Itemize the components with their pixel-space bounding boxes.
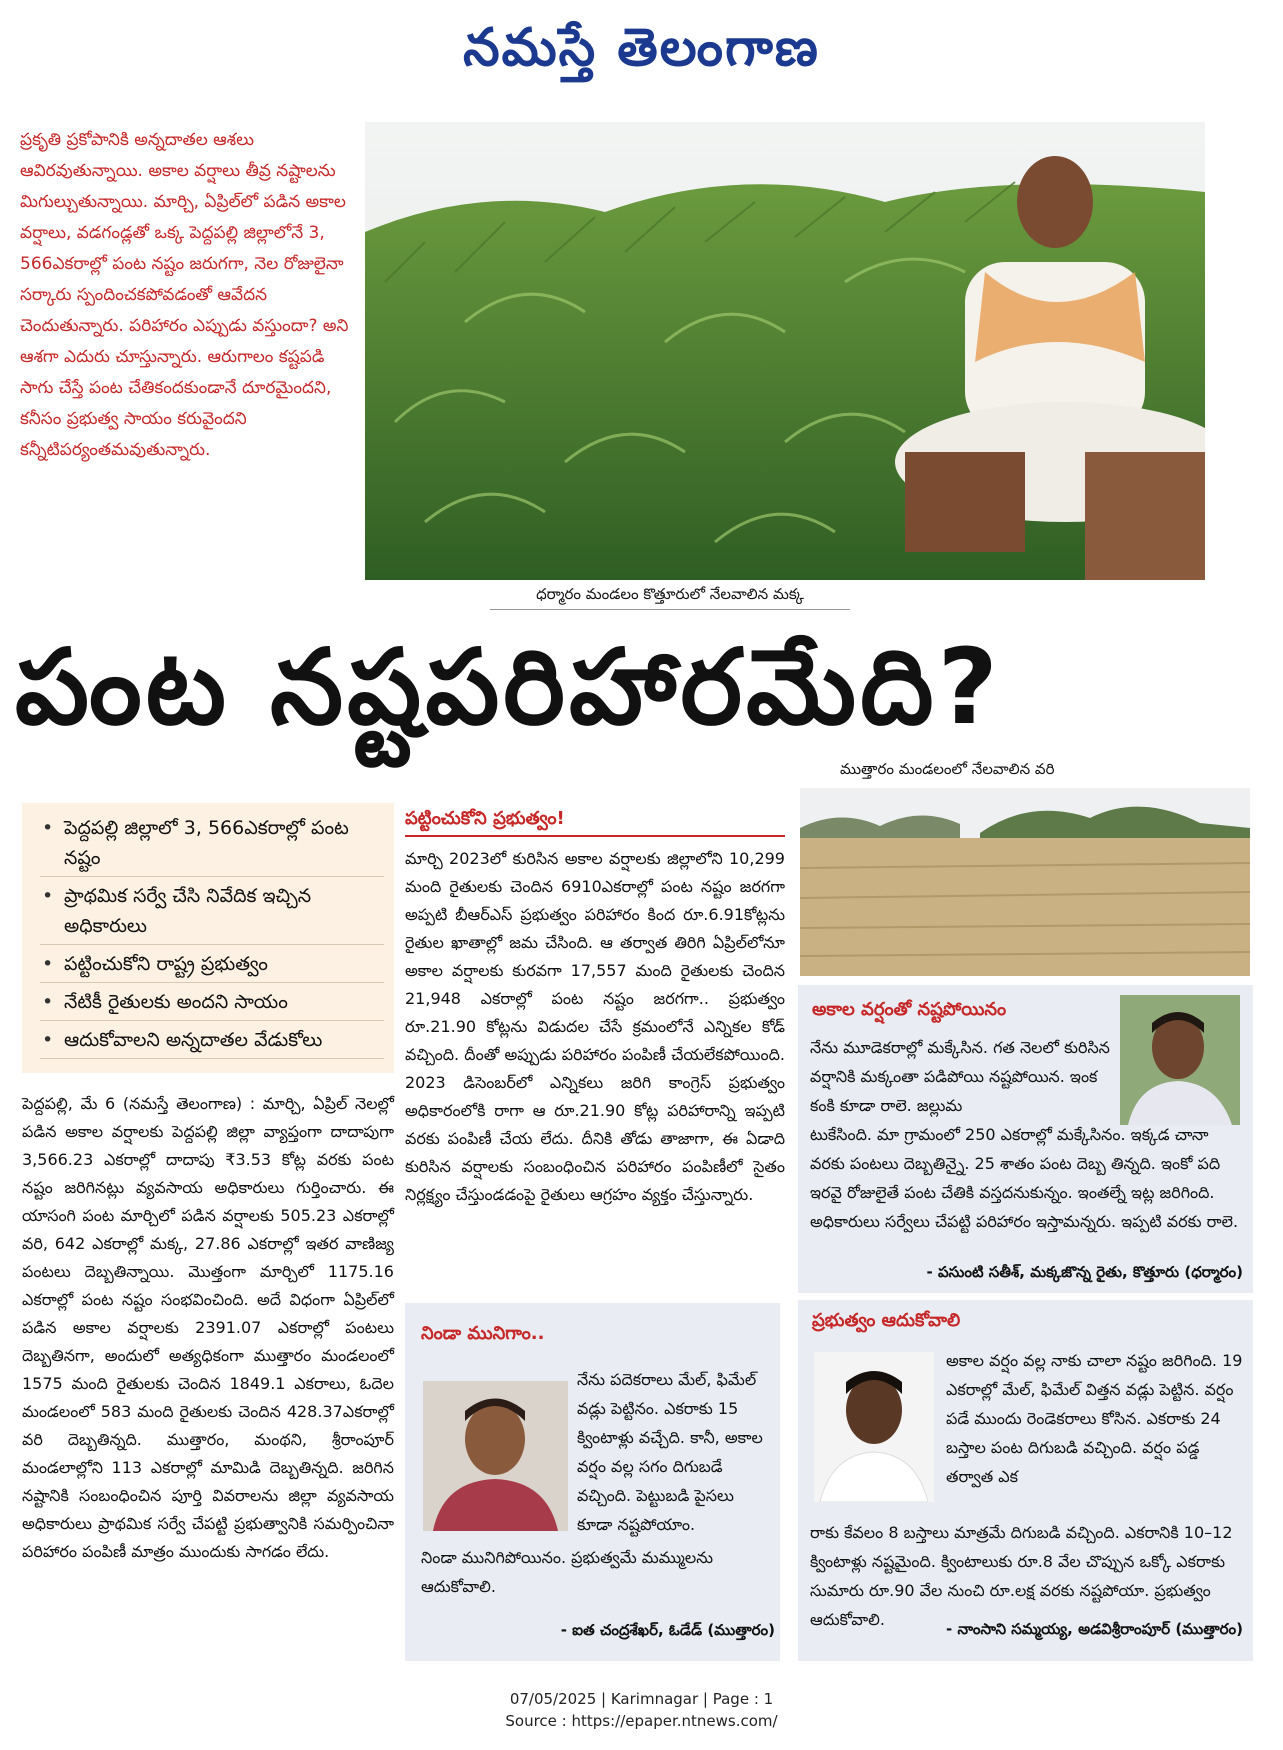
photo-farmer-maize-field	[365, 122, 1205, 580]
key-points-box	[22, 803, 394, 1073]
key-point: • ప్రాథమిక సర్వే చేసి నివేదిక ఇచ్చిన అధికారులు	[40, 881, 384, 945]
intro-paragraph: ప్రకృతి ప్రకోపానికి అన్నదాతల ఆశలు ఆవిరవుతున్నాయి. అకాల వర్షాలు తీవ్ర నష్టాలను మిగుల్చుతున్నాయి. మార్చి, ఏప్రిల్‌లో పడిన అకాల వర్షాలు, వడగండ్లతో ఒక్క పెద్దపల్లి జిల్లాలోనే 3, 566ఎకరాల్లో పంట నష్టం జరుగగా, నెల రోజులైనా సర్కారు స్పందించకపోవడంతో ఆవేదన చెందుతున్నారు. పరిహారం ఎప్పుడు వస్తుందా? అని ఆశగా ఎదురు చూస్తున్నారు. ఆరుగాలం కష్టపడి సాగు చేస్తే పంట చేతికందకుండానే దూరమైందని, కనీసం ప్రభుత్వ సాయం కరువైందని కన్నీటిపర్యంతమవుతున్నారు.	[20, 130, 349, 460]
headline: పంట నష్టపరిహారమేది?	[15, 626, 1002, 748]
key-point: • నేటికీ రైతులకు అందని సాయం	[40, 987, 384, 1021]
farmer-portrait-photo	[423, 1381, 568, 1531]
quote-title: అకాల వర్షంతో నష్టపోయినం	[812, 999, 1007, 1020]
photo-caption-maize: ధర్మారం మండలం కొత్తూరులో నేలవాలిన మక్క	[490, 585, 850, 610]
photo-caption-paddy: ముత్తారం మండలంలో నేలవాలిన వరి	[840, 760, 1055, 778]
page-footer	[0, 1688, 1283, 1732]
key-point: • పట్టించుకోని రాష్ట్ర ప్రభుత్వం	[40, 949, 384, 983]
quote-text-cont: రాకు కేవలం 8 బస్తాలు మాత్రమే దిగుబడి వచ్చింది. ఎకరానికి 10–12 క్వింటాళ్లు నష్టమైంది. క్వింటాలుకు రూ.8 వేల చొప్పున ఒక్కో ఎకరాకు సుమారు రూ.90 వేల నుంచి రూ.లక్ష వరకు నష్టపోయా. ప్రభుత్వం ఆదుకోవాలి.	[810, 1523, 1233, 1629]
quote-attribution: - నాంసాని సమ్మయ్య, అడవిశ్రీరాంపూర్ (ముత్తారం)	[946, 1620, 1243, 1638]
quote-text: నేను పదెకరాలు మేల్, ఫిమేల్ వడ్లు పెట్టినం. ఎకరాకు 15 క్వింటాళ్లు వచ్చేది. కానీ, అకాల వర్షం వల్ల సగం దిగుబడే వచ్చింది. పెట్టుబడి పైసలు కూడా నష్టపోయాం.	[577, 1370, 763, 1534]
quote-title: ప్రభుత్వం ఆదుకోవాలి	[812, 1310, 961, 1331]
masthead-logo: నమస్తే తెలంగాణ	[463, 18, 820, 78]
quote-attribution: - పసుంటి సతీశ్, మక్కజొన్న రైతు, కొత్తూరు (ధర్మారం)	[926, 1263, 1243, 1281]
quote-text: నేను మూడెకరాల్లో మక్కేసిన. గత నెలలో కురిసిన వర్షానికి మక్కంతా పడిపోయి నష్టపోయిన. ఇంక కంకి కూడా రాలె. జల్లుమ	[810, 1038, 1110, 1115]
quote-text-cont: టుకేసింది. మా గ్రామంలో 250 ఎకరాల్లో మక్కేసినం. ఇక్కడ చానా వరకు పంటలు దెబ్బతిన్నై. 25 శాతం పంట దెబ్బ తిన్నది. ఇంకో పది ఇరవై రోజులైతే పంట చేతికి వస్తదనుకున్నం. ఇంతల్నే ఇట్ల జరిగింది. అధికారులు సర్వేలు చేపట్టి పరిహారం ఇస్తామన్నరు. ఇప్పటి వరకు రాలె.	[810, 1125, 1239, 1231]
farmer-portrait-photo	[1120, 995, 1240, 1125]
key-point: • పెద్దపల్లి జిల్లాలో 3, 566ఎకరాల్లో పంట నష్టం	[40, 813, 384, 877]
quote-text-cont: నిండా మునిగిపోయినం. ప్రభుత్వమే మమ్ములను ఆదుకోవాలి.	[421, 1548, 714, 1596]
farmer-quote-box-2	[798, 985, 1253, 1293]
quote-title: నిండా మునిగాం..	[421, 1323, 545, 1344]
photo-paddy-field	[800, 788, 1250, 976]
footer-date-edition: 07/05/2025 | Karimnagar | Page : 1	[509, 1690, 774, 1708]
farmer-portrait-photo	[814, 1352, 934, 1502]
footer-source-link[interactable]: Source : https://epaper.ntnews.com/	[505, 1712, 778, 1730]
article-body-column-1: పెద్దపల్లి, మే 6 (నమస్తే తెలంగాణ) : మార్చి, ఏప్రిల్ నెలల్లో పడిన అకాల వర్షాలకు పెద్దపల్లి జిల్లా వ్యాప్తంగా దాదాపుగా 3,566.23 ఎకరాల్లో దాదాపు ₹3.53 కోట్ల వరకు పంట నష్టం జరిగినట్లు వ్యవసాయ అధికారులు గుర్తించారు. ఈ యాసంగి పంట మార్చిలో పడిన వర్షాలకు 505.23 ఎకరాల్లో వరి, 642 ఎకరాల్లో మక్క, 27.86 ఎకరాల్లో ఇతర వాణిజ్య పంటలు దెబ్బతిన్నాయి. మొత్తంగా మార్చిలో 1175.16 ఎకరాల్లో పంట నష్టం సంభవించింది. అదే విధంగా ఏప్రిల్‌లో పడిన అకాల వర్షాలకు 2391.07 ఎకరాల్లో పంటలు దెబ్బతినగా, అందులో అత్యధికంగా ముత్తారం మండలంలో 1575 మంది రైతులకు చెందిన 1849.1 ఎకరాలు, ఓదెల మండలంలో 583 మంది రైతులకు చెందిన 428.37ఎకరాల్లో వరి దెబ్బతిన్నది. ముత్తారం, మంథని, శ్రీరాంపూర్ మండలాల్లోని 113 ఎకరాల్లో మామిడి దెబ్బతిన్నది. జరిగిన నష్టానికి సంబంధించిన పూర్తి వివరాలను జిల్లా వ్యవసాయ అధికారులు ప్రాథమిక సర్వే చేపట్టి ప్రభుత్వానికి సమర్పించినా పరిహారం పంపిణీ మాత్రం ముందుకు సాగడం లేదు.	[22, 1094, 394, 1561]
quote-text: అకాల వర్షం వల్ల నాకు చాలా నష్టం జరిగింది. 19 ఎకరాల్లో మేల్, ఫిమేల్ విత్తన వడ్లు పెట్టిన. వర్షం పడే ముందు రెండెకరాలు కోసిన. ఎకరాకు 24 బస్తాల పంట దిగుబడి వచ్చింది. వర్షం పడ్డ తర్వాత ఎక	[946, 1351, 1243, 1486]
subhead-government: పట్టించుకోని ప్రభుత్వం!	[405, 808, 785, 837]
farmer-quote-box-3	[798, 1300, 1253, 1661]
key-point: • ఆదుకోవాలని అన్నదాతల వేడుకోలు	[40, 1025, 384, 1059]
quote-attribution: - ఐత చంద్రశేఖర్, ఓడేడ్ (ముత్తారం)	[560, 1621, 775, 1639]
article-body-column-2: మార్చి 2023లో కురిసిన అకాల వర్షాలకు జిల్లాలోని 10,299 మంది రైతులకు చెందిన 6910ఎకరాల్లో పంట నష్టం జరగగా అప్పటి బీఆర్‌ఎస్ ప్రభుత్వం పరిహారం కింద రూ.6.91కోట్లను రైతుల ఖాతాల్లో జమ చేసింది. ఆ తర్వాత తిరిగి ఏప్రిల్‌లోనూ అకాల వర్షాలకు కురవగా 17,557 మంది రైతులకు చెందిన 21,948 ఎకరాల్లో పంట నష్టం జరగగా.. ప్రభుత్వం రూ.21.90 కోట్లను విడుదల చేసే క్రమంలోనే ఎన్నికల కోడ్ వచ్చింది. దీంతో అప్పుడు పరిహారం పంపిణీ చేయలేకపోయింది. 2023 డిసెంబర్‌లో ఎన్నికలు జరిగి కాంగ్రెస్ ప్రభుత్వం అధికారంలోకి రాగా ఆ రూ.21.90 కోట్ల పరిహారాన్ని ఇప్పటి వరకు పంపిణీ చేయ లేదు. దీనికి తోడు తాజాగా, ఈ ఏడాది కురిసిన వర్షాలకు సంబంధించిన పరిహారం పంపిణీలో సైతం నిర్లక్ష్యం చేస్తుండడంపై రైతులు ఆగ్రహం వ్యక్తం చేస్తున్నారు.	[405, 849, 785, 1204]
farmer-quote-box-1	[405, 1303, 780, 1661]
